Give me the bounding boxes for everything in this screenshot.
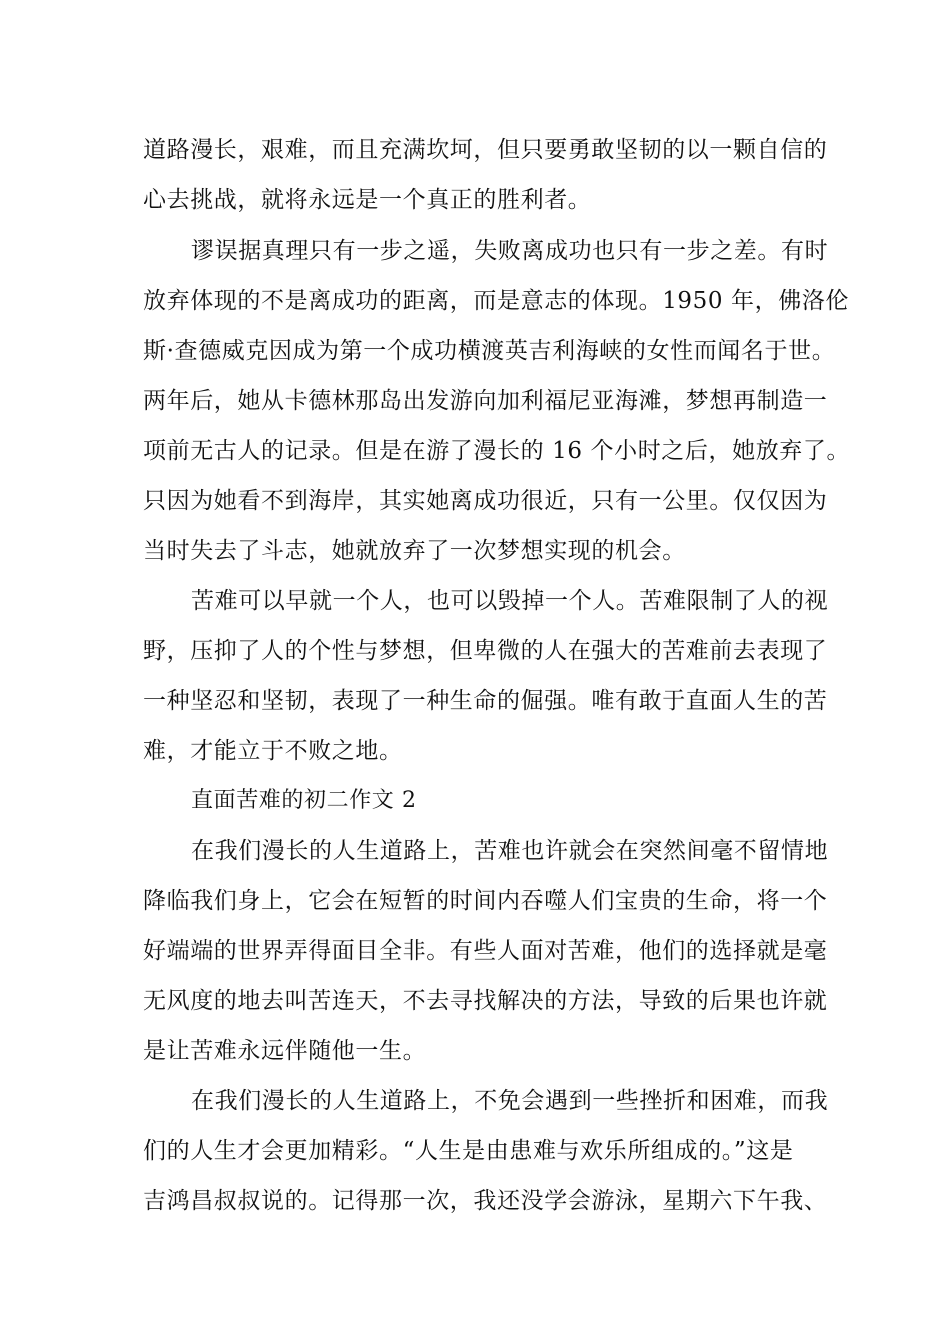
paragraph-start-line: 苦难可以早就一个人，也可以毁掉一个人。苦难限制了人的视: [191, 588, 829, 614]
text-line: 只因为她看不到海岸，其实她离成功很近，只有一公里。仅仅因为: [143, 488, 828, 514]
text-line: 一种坚忍和坚韧，表现了一种生命的倔强。唯有敢于直面人生的苦: [143, 688, 828, 714]
text-line: 两年后，她从卡德林那岛出发游向加利福尼亚海滩，梦想再制造一: [143, 388, 828, 414]
paragraph-start-line: 在我们漫长的人生道路上，苦难也许就会在突然间毫不留情地: [191, 838, 829, 864]
text-line: 项前无古人的记录。但是在游了漫长的 16 个小时之后，她放弃了。: [143, 438, 851, 464]
text-line: 们的人生才会更加精彩。“人生是由患难与欢乐所组成的。”这是: [143, 1138, 794, 1164]
paragraph-start-line: 谬误据真理只有一步之遥，失败离成功也只有一步之差。有时: [191, 238, 829, 264]
text-line: 是让苦难永远伴随他一生。: [143, 1038, 427, 1064]
text-line: 道路漫长，艰难，而且充满坎坷，但只要勇敢坚韧的以一颗自信的: [143, 137, 828, 163]
text-line: 当时失去了斗志，她就放弃了一次梦想实现的机会。: [143, 538, 686, 564]
text-line: 放弃体现的不是离成功的距离，而是意志的体现。1950 年，佛洛伦: [143, 288, 850, 314]
text-line: 吉鸿昌叔叔说的。记得那一次，我还没学会游泳，星期六下午我、: [143, 1188, 828, 1214]
text-line: 好端端的世界弄得面目全非。有些人面对苦难，他们的选择就是毫: [143, 938, 828, 964]
section-heading: 直面苦难的初二作文 2: [191, 788, 417, 813]
text-line: 野，压抑了人的个性与梦想，但卑微的人在强大的苦难前去表现了: [143, 638, 828, 664]
text-line: 难，才能立于不败之地。: [143, 738, 403, 764]
text-line: 心去挑战，就将永远是一个真正的胜利者。: [143, 187, 592, 213]
text-line: 斯·查德威克因成为第一个成功横渡英吉利海峡的女性而闻名于世。: [143, 338, 836, 364]
text-line: 降临我们身上，它会在短暂的时间内吞噬人们宝贵的生命，将一个: [143, 888, 828, 914]
text-line: 无风度的地去叫苦连天，不去寻找解决的方法，导致的后果也许就: [143, 988, 828, 1014]
paragraph-start-line: 在我们漫长的人生道路上，不免会遇到一些挫折和困难，而我: [191, 1088, 829, 1114]
